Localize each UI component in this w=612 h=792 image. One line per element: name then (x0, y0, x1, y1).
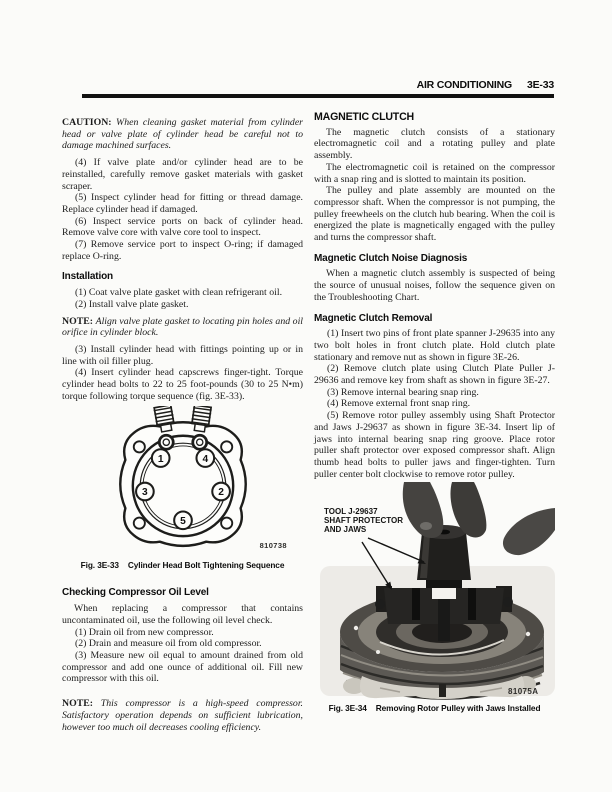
noise-diagnosis-heading: Magnetic Clutch Noise Diagnosis (314, 252, 468, 264)
figure-title: Removing Rotor Pulley with Jaws Installed (375, 703, 541, 714)
figure-number: Fig. 3E-33 (80, 560, 119, 571)
body-paragraph: When replacing a compressor that contains uncontaminated oil, use the following oil level check. (62, 603, 303, 626)
procedure-step: (6) Inspect service ports on back of cylinder head. Remove valve core with valve core tool to inspect. (62, 215, 303, 239)
procedure-step: (5) Inspect cylinder head for fitting or thread damage. Replace cylinder head if damaged. (62, 192, 303, 215)
procedure-step: (4) Insert cylinder head capscrews finger-tight. Torque cylinder head bolts to 22 to 25 foot-pounds (30 to 25 N•m) torque following torque sequence (fig. 3E-33). (62, 367, 303, 402)
caution-block (62, 117, 303, 152)
procedure-step: (2) Install valve plate gasket. (75, 298, 189, 310)
body-paragraph: The pulley and plate assembly are mounted on the compressor shaft. When the compressor is not pumping, the pulley freewheels on the clutch hub bearing. When the coil is energized the plate is magnetically engaged with the pulley and turns the compressor shaft. (314, 185, 555, 244)
running-header (82, 79, 554, 91)
tool-label-line2: SHAFT PROTECTOR (324, 516, 403, 526)
procedure-step: (4) Remove external front snap ring. (327, 398, 471, 410)
bolt-number: 3 (141, 487, 148, 499)
figure-title: Cylinder Head Bolt Tightening Sequence (127, 560, 285, 571)
bolt-number: 5 (179, 516, 186, 528)
magnetic-clutch-heading: MAGNETIC CLUTCH (314, 111, 414, 123)
figure-3e34 (314, 482, 555, 715)
figure-number: Fig. 3E-34 (328, 703, 367, 714)
note-text: This compressor is a high-speed compressor. Satisfactory operation depends on sufficient lubrication, however too much oil decreases cooling efficiency. (62, 698, 303, 733)
procedure-step: (1) Drain oil from new compressor. (75, 626, 214, 638)
bolt-sequence-diagram (104, 406, 262, 553)
caution-label: CAUTION: (62, 117, 112, 128)
header-page-number: 3E-33 (526, 79, 554, 91)
header-rule (82, 94, 554, 98)
tool-label-line3: AND JAWS (324, 525, 367, 535)
tool-label-line1: TOOL J-29637 (324, 507, 378, 517)
note-label: NOTE: (62, 315, 94, 327)
body-paragraph: When a magnetic clutch assembly is suspected of being the source of unusual noises, follow the sequence given on the Troubleshooting Chart. (314, 268, 555, 303)
procedure-step: (4) If valve plate and/or cylinder head are to be reinstalled, carefully remove gasket materials with gasket scraper. (62, 157, 303, 192)
procedure-step: (3) Measure new oil equal to amount drained from old compressor and add one ounce of additional oil. Fill new compressor with this oil. (62, 649, 303, 685)
bolt-number: 1 (157, 454, 164, 466)
procedure-step: (3) Remove internal bearing snap ring. (327, 386, 479, 398)
procedure-step: (1) Insert two pins of front plate spanner J-29635 into any two bolt holes in front clutch plate. Hold clutch plate stationary and remove nut as shown in figure 3E-26. (314, 328, 555, 363)
bolt-number: 2 (217, 487, 224, 499)
bolt-number: 4 (201, 454, 208, 466)
procedure-step: (2) Drain and measure oil from old compressor. (75, 638, 262, 650)
figure-code: 81075A (508, 687, 539, 697)
procedure-step: (1) Coat valve plate gasket with clean refrigerant oil. (75, 287, 283, 299)
oil-level-heading: Checking Compressor Oil Level (62, 587, 209, 599)
figure-caption (314, 703, 555, 715)
note-block (62, 316, 303, 339)
rotor-pulley-photo (320, 482, 555, 700)
figure-code: 810738 (259, 541, 287, 551)
procedure-step: (7) Remove service port to inspect O-ring; if damaged replace O-ring. (62, 239, 303, 262)
caution-text: When cleaning gasket material from cylinder head or valve plate of cylinder head be careful not to damage machined surfaces. (62, 117, 303, 152)
note-block (62, 698, 303, 733)
right-column (314, 112, 555, 715)
figure-3e33 (62, 406, 303, 578)
procedure-step: (2) Remove clutch plate using Clutch Plate Puller J-29636 and remove key from shaft as shown in figure 3E-27. (314, 363, 555, 387)
installation-heading: Installation (62, 271, 113, 283)
left-column (62, 112, 303, 738)
body-paragraph: The magnetic clutch consists of a stationary electromagnetic coil and a rotating pulley and plate assembly. (314, 126, 555, 162)
note-text: Align valve plate gasket to locating pin holes and oil orifice in cylinder block. (62, 315, 304, 339)
procedure-step: (3) Install cylinder head with fittings pointing up or in line with oil filler plug. (62, 343, 303, 367)
note-label: NOTE: (62, 698, 94, 710)
figure-caption (62, 560, 303, 572)
body-paragraph: The electromagnetic coil is retained on the compressor with a snap ring and is slotted to maintain its position. (314, 161, 555, 185)
header-section-title: AIR CONDITIONING (416, 79, 512, 91)
procedure-step: (5) Remove rotor pulley assembly using Shaft Protector and Jaws J-29637 as shown in figure 3E-34. Insert lip of jaws into internal bearing snap ring groove. Place rotor puller shaft protector over exposed compressor shaft. Align thumb head bolts to puller jaws and finger-tighten. Turn puller center bolt clockwise to remove rotor pulley. (314, 410, 555, 480)
clutch-removal-heading: Magnetic Clutch Removal (314, 312, 433, 324)
